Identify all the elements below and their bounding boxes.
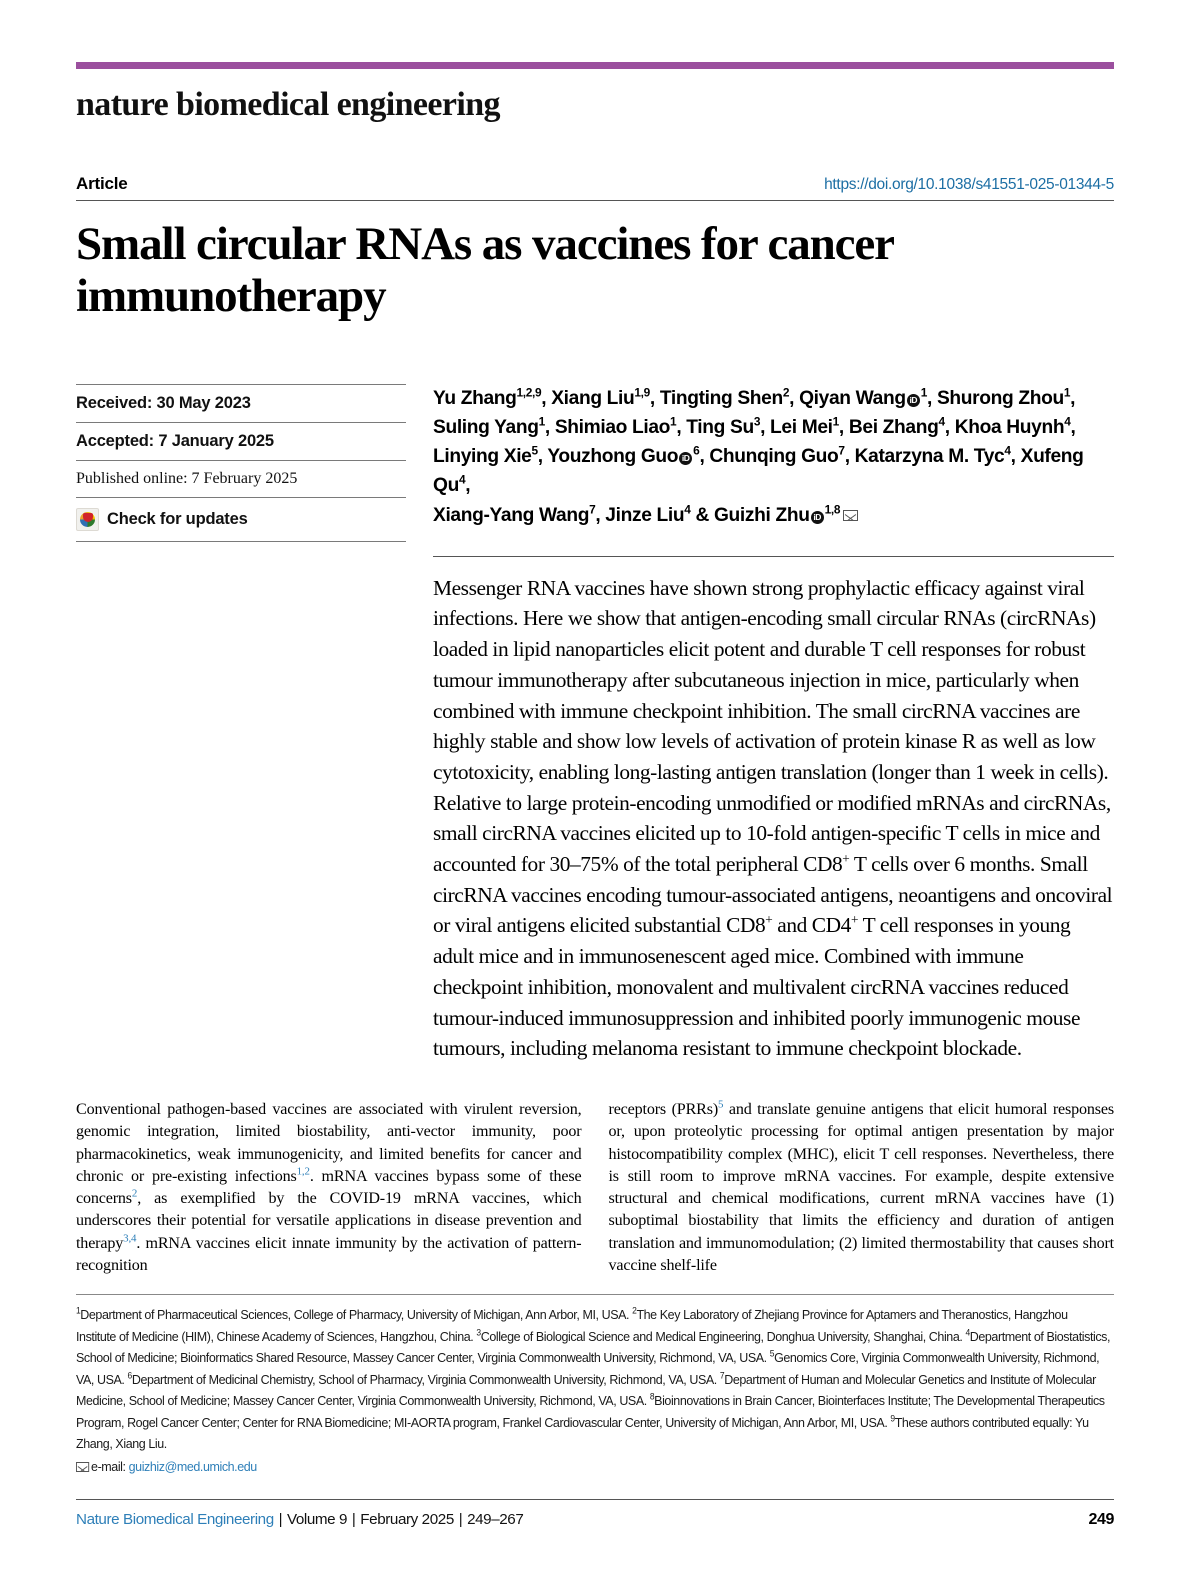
abstract-part: T cells over 6 months. Small circRNA vaccines encoding tumour-associated antigens, neoantigens and oncoviral or viral antigens elicited substantial CD8	[433, 852, 1113, 938]
intro-text: . mRNA vaccines bypass some of these concerns	[76, 1167, 582, 1208]
intro-paragraph	[609, 1099, 1115, 1277]
abstract-text	[433, 573, 1114, 1064]
author-affil-marker: 1,9	[634, 385, 650, 400]
published-date: Published online: 7 February 2025	[76, 460, 406, 497]
superscript-plus: +	[842, 850, 850, 866]
author-name: , Youzhong Guo	[537, 446, 679, 468]
affiliation-text: Department of Medicinal Chemistry, School of Pharmacy, Virginia Commonwealth University, Richmond, VA, USA.	[131, 1371, 720, 1387]
intro-column-right	[609, 1099, 1115, 1277]
footer-separator: |	[274, 1511, 286, 1529]
author-separator: ,	[1070, 416, 1076, 438]
intro-text: Conventional pathogen-based vaccines are associated with virulent reversion, genomic integration, limited biostability, anti-vector immunity, poor pharmacokinetics, weak immunogenicity, and limited benefits for cancer and chronic or pre-existing infections	[76, 1100, 582, 1185]
author-affil-marker: 4	[938, 414, 945, 429]
footer-date: February 2025	[360, 1511, 454, 1529]
affiliation-marker: 7	[719, 1370, 725, 1381]
author-name: Xiang-Yang Wang	[433, 504, 590, 526]
footer-page-range: 249–267	[467, 1511, 524, 1529]
affiliation-marker: 2	[632, 1305, 637, 1316]
orcid-icon[interactable]: iD	[679, 452, 692, 465]
intro-text: , as exemplified by the COVID-19 mRNA vaccines, which underscores their potential for versatile applications in disease prevention and therapy	[76, 1190, 582, 1252]
author-name: , Jinze Liu	[595, 504, 685, 526]
doi-link[interactable]: https://doi.org/10.1038/s41551-025-01344-5	[824, 176, 1114, 194]
author-affil-marker: 1	[832, 414, 839, 429]
sidebar-bottom-divider	[76, 541, 406, 542]
footer-volume: Volume 9	[286, 1511, 348, 1529]
page-number: 249	[1088, 1511, 1114, 1529]
article-metadata-sidebar	[76, 384, 406, 1064]
column-gutter	[406, 384, 433, 1064]
email-label: e-mail:	[91, 1458, 129, 1474]
footer-citation	[76, 1511, 523, 1528]
affiliation-text: College of Biological Science and Medical Engineering, Donghua University, Shanghai, China.	[480, 1328, 966, 1344]
affiliation-text: The Key Laboratory of Zhejiang Province for Aptamers and Theranostics, Hangzhou Institute of Medicine (HIM), Chinese Academy of Sciences, Hangzhou, China.	[76, 1307, 1068, 1344]
affiliation-text: Department of Pharmaceutical Sciences, College of Pharmacy, University of Michigan, Ann Arbor, MI, USA.	[80, 1307, 633, 1323]
author-name: , Qiyan Wang	[789, 387, 906, 409]
intro-text: receptors (PRRs)	[608, 1100, 719, 1118]
email-link[interactable]: guizhiz@med.umich.edu	[128, 1458, 257, 1474]
author-name: , Chunqing Guo	[699, 446, 839, 468]
author-name: , Lei Mei	[760, 416, 833, 438]
affiliation-marker: 9	[890, 1413, 895, 1424]
author-affil-marker: 1	[538, 414, 545, 429]
author-list	[433, 384, 1114, 530]
abstract-divider	[433, 556, 1114, 557]
author-affil-marker: 1,8	[824, 502, 841, 517]
abstract-part: T cell responses in young adult mice and in immunosenescent aged mice. Combined with immune checkpoint inhibition, monovalent and multivalent circRNA vaccines reduced tumour-induced immunosuppression and inhibited poorly immunogenic mouse tumours, including melanoma resistant to immune checkpoint blockade.	[433, 913, 1081, 1061]
author-separator: ,	[465, 475, 471, 497]
footer-journal-name: Nature Biomedical Engineering	[76, 1511, 274, 1529]
author-affil-marker: 7	[589, 502, 596, 517]
check-for-updates-label: Check for updates	[107, 509, 248, 528]
superscript-plus: +	[765, 912, 773, 928]
affiliations-block	[76, 1304, 1110, 1477]
author-name: , Xufeng Qu	[433, 446, 1084, 497]
author-name: , Shurong Zhou	[927, 387, 1064, 409]
envelope-icon	[76, 1462, 89, 1472]
author-name: Suling Yang	[433, 416, 539, 438]
intro-text: . mRNA vaccines elicit innate immunity by the activation of pattern-recognition	[76, 1234, 582, 1274]
author-name: & Guizhi Zhu	[690, 504, 810, 526]
orcid-icon[interactable]: iD	[811, 511, 824, 524]
page-footer	[76, 1511, 1114, 1529]
intro-text: and translate genuine antigens that elicit humoral responses or, upon proteolytic processing for optimal antigen presentation by major histocompatibility complex (MHC), elicit T cell responses. Nevertheless, there is still room to improve mRNA vaccines. For example, despite extensive structural and chemical modifications, current mRNA vaccines have (1) suboptimal biostability that limits the efficiency and duration of antigen translation and immunomodulation; (2) limited thermostability that causes short vaccine shelf-life	[608, 1100, 1114, 1274]
affiliation-marker: 3	[476, 1327, 481, 1338]
affiliation-text: Department of Human and Molecular Genetics and Institute of Molecular Medicine, School of Medicine; Massey Cancer Center, Virginia Commonwealth University, Richmond, VA, USA.	[76, 1371, 1096, 1409]
envelope-icon[interactable]	[843, 510, 858, 521]
affiliations-divider	[76, 1294, 1114, 1295]
author-affil-marker: 4	[1004, 443, 1011, 458]
affiliation-text: Department of Biostatistics, School of Medicine; Bioinformatics Shared Resource, Massey Cancer Center, Virginia Commonwealth University, Richmond, VA, USA.	[76, 1328, 1111, 1366]
author-affil-marker: 4	[458, 472, 466, 487]
footer-divider	[76, 1499, 1114, 1500]
intro-column-left	[76, 1099, 582, 1277]
footer-separator: |	[348, 1511, 360, 1529]
crossmark-icon	[76, 508, 99, 531]
introduction-section	[76, 1099, 1114, 1277]
author-affil-marker: 6	[693, 443, 700, 458]
author-affil-marker: 5	[531, 443, 538, 458]
intro-paragraph	[76, 1099, 582, 1277]
affiliation-marker: 5	[769, 1348, 775, 1359]
author-affil-marker: 1	[670, 414, 677, 429]
author-name: , Ting Su	[676, 416, 754, 438]
author-separator: ,	[1070, 387, 1076, 409]
author-name: Linying Xie	[433, 446, 532, 468]
citation-ref[interactable]: 5	[718, 1098, 724, 1111]
citation-ref[interactable]: 1,2	[296, 1165, 310, 1178]
received-date: Received: 30 May 2023	[76, 384, 406, 422]
author-affil-marker: 4	[684, 502, 691, 517]
article-header-row	[76, 174, 1114, 194]
accepted-date: Accepted: 7 January 2025	[76, 422, 406, 460]
affiliation-marker: 6	[127, 1370, 132, 1381]
author-name: , Shimiao Liao	[544, 416, 671, 438]
author-name: , Tingting Shen	[649, 387, 783, 409]
superscript-plus: +	[850, 912, 859, 928]
orcid-icon[interactable]: iD	[907, 394, 920, 407]
author-affil-marker: 7	[838, 443, 845, 458]
author-name: , Khoa Huynh	[944, 416, 1065, 438]
affiliation-text: Bioinnovations in Brain Cancer, Biointerfaces Institute; The Developmental Therapeutics Program, Rogel Cancer Center; Center for RNA Biomedicine; MI-AORTA program, Frankel Cardiovascular Center, University of Michigan, Ann Arbor, MI, USA.	[76, 1393, 1105, 1430]
corresponding-email-line	[76, 1456, 1110, 1478]
author-affil-marker: 3	[753, 414, 761, 429]
author-affil-marker: 4	[1064, 414, 1071, 429]
author-affil-marker: 1	[920, 385, 928, 400]
affiliation-text: Genomics Core, Virginia Commonwealth University, Richmond, VA, USA.	[76, 1350, 1100, 1387]
affiliation-marker: 4	[965, 1327, 970, 1338]
check-for-updates-button[interactable]	[76, 497, 406, 541]
author-affil-marker: 1	[1063, 385, 1071, 400]
footer-separator: |	[454, 1511, 467, 1529]
abstract-part: Messenger RNA vaccines have shown strong prophylactic efficacy against viral infections. Here we show that antigen-encoding small circular RNAs (circRNAs) loaded in lipid nanoparticles elicit potent and durable T cell responses for robust tumour immunotherapy after subcutaneous injection in mice, particularly when combined with immune checkpoint inhibition. The small circRNA vaccines are highly stable and show low levels of activation of protein kinase R as well as low cytotoxicity, enabling long-lasting antigen translation (longer than 1 week in cells). Relative to large protein-encoding unmodified or modified mRNAs and circRNAs, small circRNA vaccines elicited up to 10-fold antigen-specific T cells in mice and accounted for 30–75% of the total peripheral CD8	[433, 575, 1111, 877]
author-affil-marker: 1,2,9	[516, 385, 542, 400]
abstract-column	[433, 384, 1114, 1064]
author-name: , Bei Zhang	[838, 416, 939, 438]
author-name: Yu Zhang	[433, 387, 517, 409]
article-body-columns	[76, 384, 1114, 1064]
author-affil-marker: 2	[782, 385, 790, 400]
journal-masthead-title: nature biomedical engineering	[76, 86, 500, 123]
header-divider	[76, 200, 1114, 201]
affiliation-marker: 8	[649, 1391, 655, 1402]
author-name: , Katarzyna M. Tyc	[844, 446, 1005, 468]
masthead-accent-bar	[76, 62, 1114, 69]
affiliation-marker: 1	[76, 1305, 81, 1316]
author-name: , Xiang Liu	[541, 387, 635, 409]
abstract-part: and CD4	[772, 913, 851, 938]
citation-ref[interactable]: 3,4	[123, 1232, 137, 1245]
article-type-label: Article	[76, 174, 128, 194]
affiliation-text: These authors contributed equally: Yu Zhang, Xiang Liu.	[76, 1414, 1089, 1452]
citation-ref[interactable]: 2	[131, 1187, 138, 1200]
page-title: Small circular RNAs as vaccines for cancer immunotherapy	[76, 218, 894, 323]
